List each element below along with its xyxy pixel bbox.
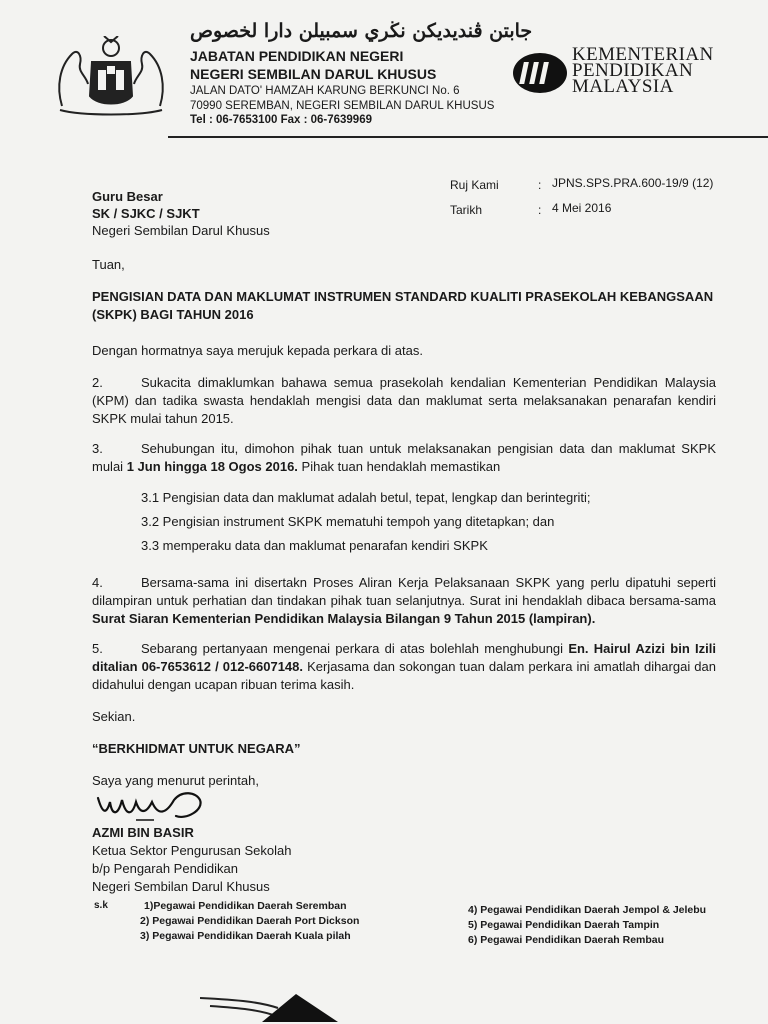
paragraph-4-reference: Surat Siaran Kementerian Pendidikan Malaysia Bilangan 9 Tahun 2015 (lampiran). xyxy=(92,611,596,626)
paragraph-4 xyxy=(92,574,716,628)
jawi-heading: جابتن ڤنديديكن نڬري سمبيلن دارا لخصوص xyxy=(190,20,533,42)
ministry-logo-icon xyxy=(512,52,568,94)
copy-to-item: 3) Pegawai Pendidikan Daerah Kuala pilah xyxy=(140,930,351,942)
ministry-name xyxy=(572,44,714,97)
subject-line-1: PENGISIAN DATA DAN MAKLUMAT INSTRUMEN STANDARD KUALITI PRASEKOLAH KEBANGSAAN xyxy=(92,289,714,304)
copy-to-item: 5) Pegawai Pendidikan Daerah Tampin xyxy=(468,919,660,931)
date-label: Tarikh xyxy=(450,203,483,217)
paragraph-4-text: Bersama-sama ini disertakn Proses Aliran Kerja Pelaksanaan SKPK yang perlu dipatuhi seperti dilampiran untuk perhatian dan tindakan pihak tuan selanjutnya. Surat ini hendaklah dibaca bersama-sama xyxy=(92,575,716,608)
recipient-schools: SK / SJKC / SJKT xyxy=(92,206,200,221)
scan-mark xyxy=(200,980,340,1024)
paragraph-2 xyxy=(92,374,716,428)
paragraph-5-text: Sebarang pertanyaan mengenai perkara di atas bolehlah menghubungi xyxy=(141,641,569,656)
motto: “BERKHIDMAT UNTUK NEGARA” xyxy=(92,741,301,756)
paragraph-5 xyxy=(92,640,716,694)
paragraph-3-text: Sehubungan itu, dimohon pihak tuan untuk melaksanakan pengisian data dan maklumat SKPK mulai xyxy=(92,441,716,474)
copy-to-label: s.k xyxy=(94,900,108,911)
date-colon: : xyxy=(538,203,542,217)
paragraph-2-text: Sukacita dimaklumkan bahawa semua prasekolah kendalian Kementerian Pendidikan Malaysia (KPM) dan tadika swasta hendaklah mengisi data dan maklumat serta melaksanakan penarafan kendiri SKPK mulai tahun 2015. xyxy=(92,375,716,426)
paragraph-3-dates: 1 Jun hingga 18 Ogos 2016. xyxy=(126,459,298,474)
address-line-1: JALAN DATO' HAMZAH KARUNG BERKUNCI No. 6 xyxy=(190,85,460,97)
paragraph-5-contact: En. Hairul Azizi bin Izili ditalian 06-7653612 / 012-6607148. xyxy=(92,641,716,674)
salutation: Tuan, xyxy=(92,257,125,272)
signatory-title-1: Ketua Sektor Pengurusan Sekolah xyxy=(92,843,292,858)
ref-colon: : xyxy=(538,178,542,192)
paragraph-3 xyxy=(92,440,716,476)
closing: Sekian. xyxy=(92,709,136,724)
date-value: 4 Mei 2016 xyxy=(552,201,612,215)
paragraph-5-text-end: Kerjasama dan sokongan tuan dalam perkara ini amatlah dihargai dan didahului dengan ucapan ribuan terima kasih. xyxy=(92,659,716,692)
signoff: Saya yang menurut perintah, xyxy=(92,773,259,788)
ministry-name-line-2: PENDIDIKAN xyxy=(572,60,694,81)
list-item-3-1: 3.1 Pengisian data dan maklumat adalah betul, tepat, lengkap dan berintegriti; xyxy=(141,490,591,505)
paragraph-3-number: 3. xyxy=(92,441,103,456)
signatory-title-3: Negeri Sembilan Darul Khusus xyxy=(92,879,270,894)
paragraph-5-number: 5. xyxy=(92,641,103,656)
recipient-block xyxy=(92,188,270,239)
copy-to-item: 1)Pegawai Pendidikan Daerah Seremban xyxy=(144,900,347,912)
paragraph-3-text-end: Pihak tuan hendaklah memastikan xyxy=(297,459,501,474)
recipient-state: Negeri Sembilan Darul Khusus xyxy=(92,223,270,238)
ministry-name-line-1: KEMENTERIAN xyxy=(572,44,714,65)
ministry-name-line-3: MALAYSIA xyxy=(572,76,674,97)
state-crest-icon xyxy=(52,36,170,118)
department-name: JABATAN PENDIDIKAN NEGERI xyxy=(190,48,404,64)
paragraph-4-number: 4. xyxy=(92,575,103,590)
paragraph-1: Dengan hormatnya saya merujuk kepada perkara di atas. xyxy=(92,343,423,358)
copy-to-item: 6) Pegawai Pendidikan Daerah Rembau xyxy=(468,934,665,946)
department-state: NEGERI SEMBILAN DARUL KHUSUS xyxy=(190,66,437,82)
copy-to-item: 4) Pegawai Pendidikan Daerah Jempol & Jelebu xyxy=(468,904,707,916)
signatory-name: AZMI BIN BASIR xyxy=(92,825,194,840)
paragraph-2-number: 2. xyxy=(92,375,103,390)
ref-number: JPNS.SPS.PRA.600-19/9 (12) xyxy=(552,176,714,190)
tel-fax: Tel : 06-7653100 Fax : 06-7639969 xyxy=(190,114,372,126)
copy-to-item: 2) Pegawai Pendidikan Daerah Port Dickson xyxy=(140,915,360,927)
address-line-2: 70990 SEREMBAN, NEGERI SEMBILAN DARUL KHUSUS xyxy=(190,100,495,112)
ref-label: Ruj Kami xyxy=(450,178,499,192)
letterhead-divider xyxy=(168,136,768,138)
subject-line-2: (SKPK) BAGI TAHUN 2016 xyxy=(92,307,254,322)
list-item-3-2: 3.2 Pengisian instrument SKPK mematuhi tempoh yang ditetapkan; dan xyxy=(141,514,555,529)
list-item-3-3: 3.3 memperaku data dan maklumat penarafan kendiri SKPK xyxy=(141,538,488,553)
recipient-title: Guru Besar xyxy=(92,189,163,204)
signatory-title-2: b/p Pengarah Pendidikan xyxy=(92,861,239,876)
